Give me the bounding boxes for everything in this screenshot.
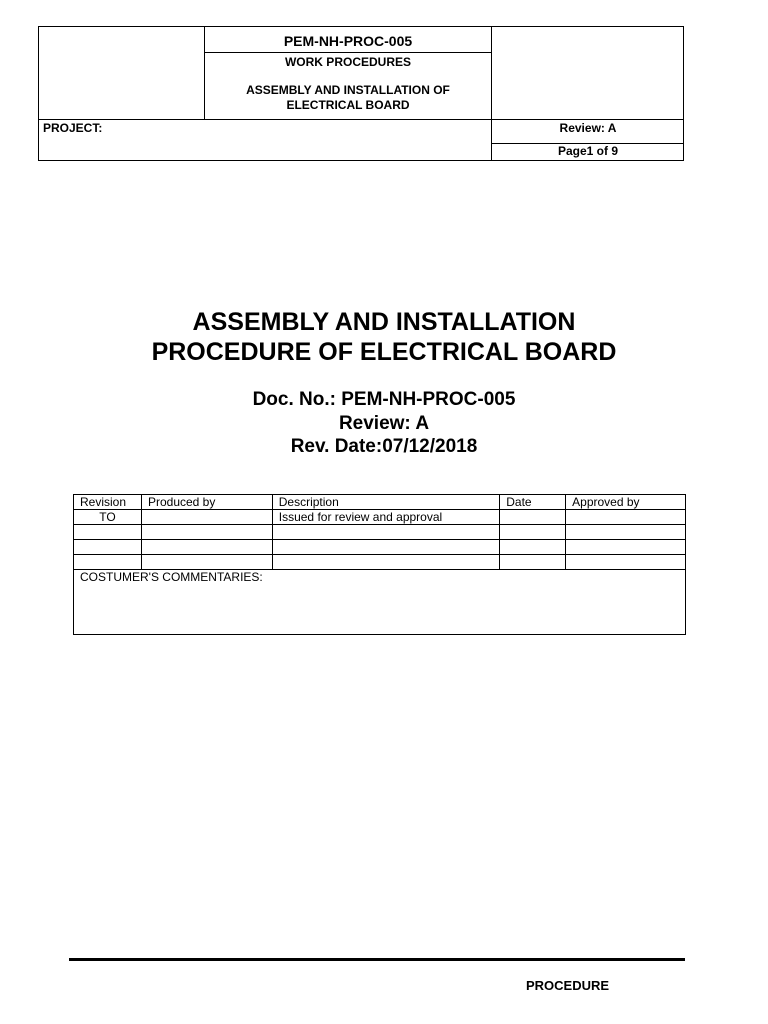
title-line-2: PROCEDURE OF ELECTRICAL BOARD [151, 338, 617, 366]
header-subject-line2: ELECTRICAL BOARD [286, 98, 410, 112]
header-doc-code: PEM-NH-PROC-005 [283, 33, 413, 49]
table-cell [272, 540, 500, 555]
table-cell [500, 525, 566, 540]
review-label: Review: A [338, 412, 430, 434]
table-row [74, 525, 686, 540]
table-cell [272, 555, 500, 570]
footer-label: PROCEDURE [526, 978, 610, 993]
table-row [74, 540, 686, 555]
header-category: WORK PROCEDURES [284, 55, 411, 69]
table-cell [566, 525, 686, 540]
doc-number: Doc. No.: PEM-NH-PROC-005 [252, 389, 516, 410]
table-cell: Issued for review and approval [272, 510, 500, 525]
table-cell [141, 540, 272, 555]
comments-label: COSTUMER'S COMMENTARIES: [74, 570, 686, 635]
document-meta [0, 388, 768, 459]
document-title [0, 307, 768, 367]
header-subject-line1: ASSEMBLY AND INSTALLATION OF [246, 83, 450, 97]
table-cell [74, 555, 142, 570]
table-cell [500, 510, 566, 525]
footer-rule [69, 958, 685, 961]
table-row [74, 510, 686, 525]
header-divider [491, 27, 492, 161]
table-cell [141, 510, 272, 525]
table-cell [566, 510, 686, 525]
table-cell [566, 540, 686, 555]
table-cell [566, 555, 686, 570]
header-divider [39, 119, 684, 120]
table-row [74, 555, 686, 570]
header-cell: Description [272, 495, 500, 510]
table-cell [74, 540, 142, 555]
revision-table-header [74, 495, 686, 510]
header-cell: Approved by [566, 495, 686, 510]
table-cell [500, 555, 566, 570]
comments-row [74, 570, 686, 635]
header-cell: Revision [74, 495, 142, 510]
revision-date: Rev. Date:07/12/2018 [290, 436, 478, 457]
title-line-1: ASSEMBLY AND INSTALLATION [192, 308, 576, 336]
revision-table [73, 494, 686, 635]
table-cell [141, 525, 272, 540]
table-cell [141, 555, 272, 570]
header-page-number: Page1 of 9 [557, 144, 619, 158]
table-cell [272, 525, 500, 540]
header-cell: Date [500, 495, 566, 510]
document-header [38, 26, 684, 161]
table-cell: TO [74, 510, 142, 525]
table-cell [500, 540, 566, 555]
header-review: Review: A [559, 121, 617, 135]
table-cell [74, 525, 142, 540]
header-divider [204, 52, 491, 53]
header-project-label: PROJECT: [43, 121, 103, 135]
header-cell: Produced by [141, 495, 272, 510]
